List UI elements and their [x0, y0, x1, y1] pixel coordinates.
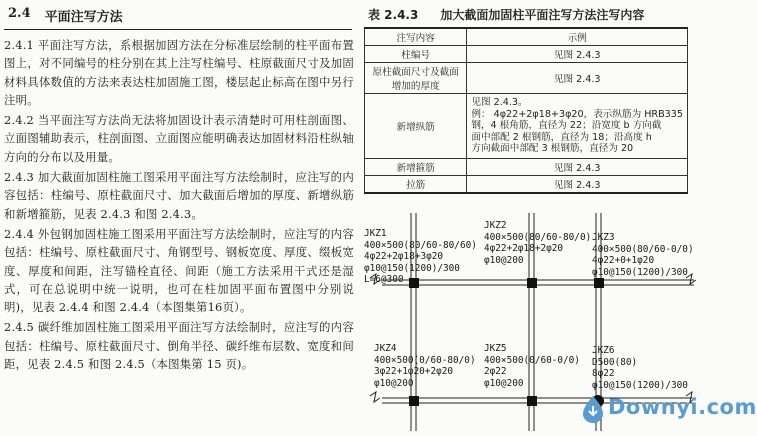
example-line: 方向截面中部配 3 根钢筋，直径为 20 [471, 143, 634, 155]
column-square [594, 278, 604, 288]
column-label-jkz4 [374, 343, 476, 389]
column-section: 400×500(80/60-80/0) [484, 231, 592, 243]
example-line: 见图 2.4.3。 [471, 97, 528, 109]
watermark-text: Downyi.com [608, 395, 757, 419]
table-cell-example: 见图 2.4.3 [467, 176, 688, 194]
column-id: JKZ3 [592, 232, 615, 243]
annotation-table [364, 27, 688, 194]
column-id: JKZ4 [374, 343, 397, 354]
column-rebar: 4φ22+2φ18+2φ20 [484, 243, 564, 255]
section-text [4, 6, 354, 375]
table-row [365, 94, 688, 159]
paragraph-2-4-2: 2.4.2 当平面注写方法尚无法将加固设计表示清楚时可用柱剖面图、立面图辅助表示，柱剖面图、立面图应能明确表达加固材料沿柱纵轴方向的分布以及用量。 [4, 113, 354, 164]
column-stirrup: φ10@200 [484, 254, 524, 266]
table-row [365, 176, 688, 194]
watermark [580, 392, 757, 430]
column-rebar: 2φ22 [484, 366, 507, 378]
column-section: 400×500(0/60-80/0) [374, 354, 476, 366]
example-line: 钢，4 根角筋，直径为 22；沿宽度 b 方向截 [471, 120, 662, 132]
table-cell-example: 见图 2.4.3 [467, 63, 688, 94]
paragraph-2-4-3: 2.4.3 加大截面加固柱施工图采用平面注写方法绘制时，应注写的内容包括：柱编号、原柱截面尺寸、加大截面后增加的厚度、新增纵筋和新增箍筋，见表 2.4.3 和图 2.4.3。 [4, 170, 354, 221]
example-line: 例： 4φ22+2φ18+3φ20，表示纵筋为 HRB335 [471, 108, 683, 120]
table-cell-content: 新增纵筋 [365, 94, 467, 159]
table-number: 表 2.4.3 [368, 8, 419, 22]
column-id: JKZ2 [484, 220, 507, 231]
table-header-row [365, 28, 688, 46]
column-stirrup: φ10@200 [374, 377, 414, 389]
column-section: 400×500(80/60-0/0) [592, 243, 694, 255]
section-number: 2.4 [8, 6, 31, 21]
column-label-jkz6 [592, 345, 688, 391]
table-cell-content: 柱编号 [365, 46, 467, 63]
section-rule [4, 29, 352, 30]
break-mark [370, 392, 380, 402]
column-square [527, 396, 537, 406]
column-label-jkz1 [364, 228, 477, 286]
column-rebar: 4φ22+2φ18+3φ20 [364, 251, 444, 263]
section-heading [4, 6, 354, 25]
column-stirrup: φ10@150(1200)/300 [592, 266, 688, 278]
table-row [365, 159, 688, 176]
table-cell-content: 原柱截面尺寸及截面增加的厚度 [365, 63, 467, 94]
paragraph-2-4-5: 2.4.5 碳纤维加固柱施工图采用平面注写方法绘制时，应注写的内容包括：柱编号、原柱截面尺寸、倒角半径、碳纤维布层数、宽度和间距，见表 2.4.5 和图 2.4.5（本图集第 15 页)。 [4, 320, 354, 372]
table-cell-example: 见图 2.4.3 [467, 159, 688, 176]
table-header-content: 注写内容 [365, 28, 467, 46]
column-id: JKZ5 [484, 343, 507, 354]
table-cell-example [467, 94, 688, 159]
column-section: D500(80) [592, 356, 638, 368]
table-title: 加大截面加固柱平面注写方法注写内容 [440, 8, 645, 22]
column-stirrup: φ10@150(1200)/300 [592, 379, 688, 391]
column-label-jkz2 [484, 220, 591, 266]
column-stirrup: φ10@200 [484, 377, 524, 389]
table-cell-content: 新增箍筋 [365, 159, 467, 176]
table-caption [364, 6, 698, 23]
column-tie: L=6@300 [364, 274, 404, 286]
column-label-jkz5 [484, 343, 580, 389]
table-header-example: 示例 [467, 28, 688, 46]
column-rebar: 8φ22 [592, 368, 615, 380]
column-square [527, 278, 537, 288]
paragraph-2-4-4: 2.4.4 外包钢加固柱施工图采用平面注写方法绘制时，应注写的内容包括：柱编号、原柱截面尺寸、角钢型号、钢板宽度、厚度、缀板宽度、厚度和间距，注写锚栓直径、间距（施工方法采用干式还是湿式，可在总说明中统一说明，也可在柱加固平面布置图中分别说明)，见表 2.4.4 和图 2.4.4（本图集第16页）。 [4, 226, 354, 315]
example-line: 面中部配 2 根钢筋，直径为 18；沿高度 h [471, 131, 652, 143]
column-stirrup: φ10@150(1200)/300 [364, 262, 460, 274]
column-section: 400×500(80/60-80/60) [364, 239, 477, 251]
column-rebar: 4φ22+0+1φ20 [592, 255, 655, 267]
table-cell-content: 拉筋 [365, 176, 467, 194]
column-square [409, 396, 419, 406]
table-row [365, 63, 688, 94]
paragraph-2-4-1: 2.4.1 平面注写方法，系根据加固方法在分标准层绘制的柱平面布置图上，对不同编号的柱分别在其上注写柱编号、柱原截面尺寸及加固材料具体数值的方法来表达柱加固施工图，楼层起止标高在图中另行注明。 [4, 38, 354, 107]
table-cell-example: 见图 2.4.3 [467, 46, 688, 63]
table-block [364, 6, 698, 194]
section-title: 平面注写方法 [44, 10, 123, 25]
table-row [365, 46, 688, 63]
column-id: JKZ1 [364, 228, 387, 239]
column-id: JKZ6 [592, 345, 615, 356]
downyi-logo-icon [580, 394, 606, 424]
column-label-jkz3 [592, 232, 694, 278]
column-section: 400×500(0/60-0/0) [484, 354, 580, 366]
column-rebar: 3φ22+1φ20+2φ20 [374, 366, 454, 378]
